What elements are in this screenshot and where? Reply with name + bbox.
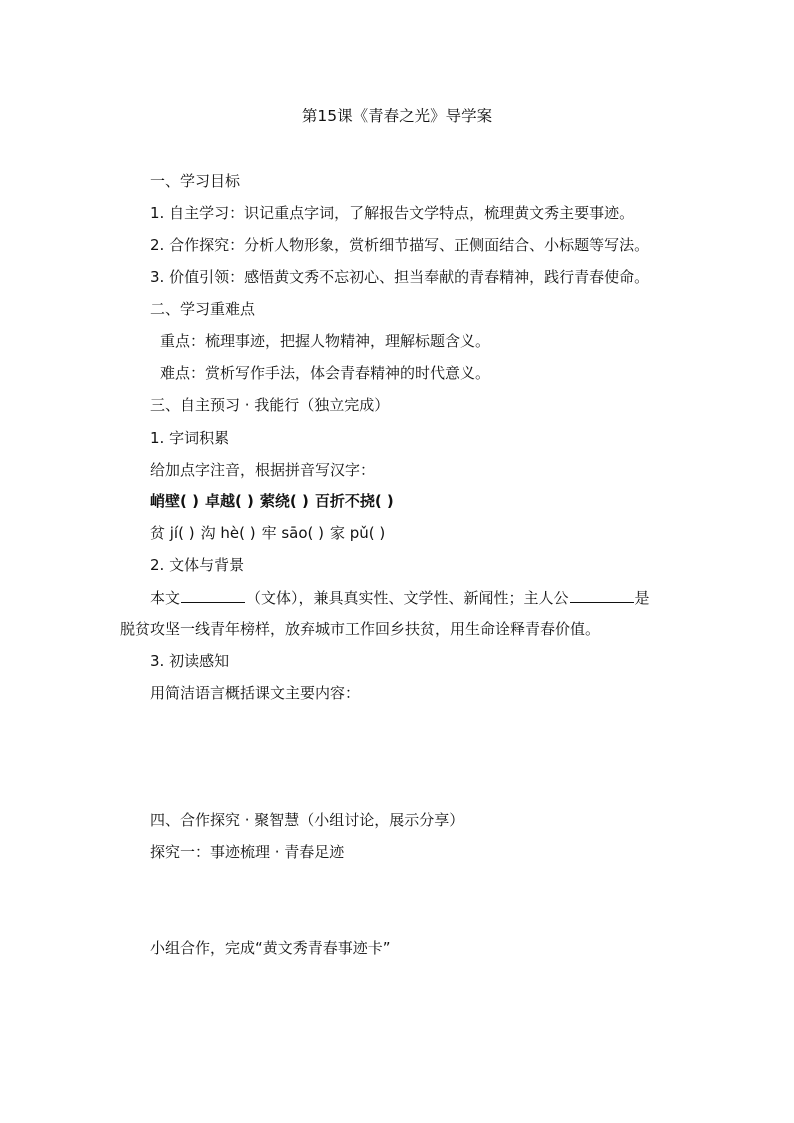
genre-text-a: 本文 <box>150 589 181 607</box>
section-heading-objectives: 一、学习目标 <box>150 172 241 190</box>
vocab-item: 沟 hè( ) <box>200 524 256 542</box>
vocab-item: 牢 sāo( ) <box>261 524 324 542</box>
subsection-heading-genre: 2. 文体与背景 <box>150 556 245 574</box>
subsection-heading-vocabulary: 1. 字词积累 <box>150 429 230 447</box>
vocab-item: 贫 jí( ) <box>150 524 195 542</box>
vocab-item: 百折不挠( ) <box>314 492 394 510</box>
protagonist-blank[interactable] <box>570 587 634 603</box>
genre-text-b: （文体），兼具真实性、文学性、新闻性；主人公 <box>246 589 569 607</box>
vocab-item: 峭壁( ) <box>150 492 199 510</box>
genre-text-continued: 脱贫攻坚一线青年榜样，放弃城市工作回乡扶贫，用生命诠释青春价值。 <box>120 620 601 638</box>
vocab-item: 家 pǔ( ) <box>330 524 386 542</box>
key-point: 重点：梳理事迹，把握人物精神，理解标题含义。 <box>160 332 491 350</box>
vocabulary-row-2 <box>150 523 385 543</box>
objective-item-1: 1. 自主学习：识记重点字词，了解报告文学特点，梳理黄文秀主要事迹。 <box>150 204 635 222</box>
objective-item-3: 3. 价值引领：感悟黄文秀不忘初心、担当奉献的青春精神，践行青春使命。 <box>150 268 650 286</box>
difficult-point: 难点：赏析写作手法，体会青春精神的时代意义。 <box>160 364 491 382</box>
section-heading-keypoints: 二、学习重难点 <box>150 300 256 318</box>
vocabulary-instruction: 给加点字注音，根据拼音写汉字： <box>150 461 376 479</box>
genre-fill-line <box>150 587 650 608</box>
subsection-heading-first-reading: 3. 初读感知 <box>150 652 230 670</box>
vocab-item: 萦绕( ) <box>259 492 309 510</box>
objective-item-2: 2. 合作探究：分析人物形象，赏析细节描写、正侧面结合、小标题等写法。 <box>150 236 650 254</box>
explore-one-heading: 探究一：事迹梳理 · 青春足迹 <box>150 843 345 861</box>
section-heading-preview: 三、自主预习 · 我能行（独立完成） <box>150 396 390 414</box>
vocab-item: 卓越( ) <box>204 492 254 510</box>
first-reading-instruction: 用简洁语言概括课文主要内容： <box>150 684 361 702</box>
genre-text-c: 是 <box>634 589 650 607</box>
page-title: 第15课《青春之光》导学案 <box>301 107 493 125</box>
group-task: 小组合作，完成“黄文秀青春事迹卡” <box>150 939 391 957</box>
genre-blank[interactable] <box>181 587 245 603</box>
section-heading-cooperative: 四、合作探究 · 聚智慧（小组讨论，展示分享） <box>150 811 465 829</box>
vocabulary-row-1 <box>150 491 394 511</box>
